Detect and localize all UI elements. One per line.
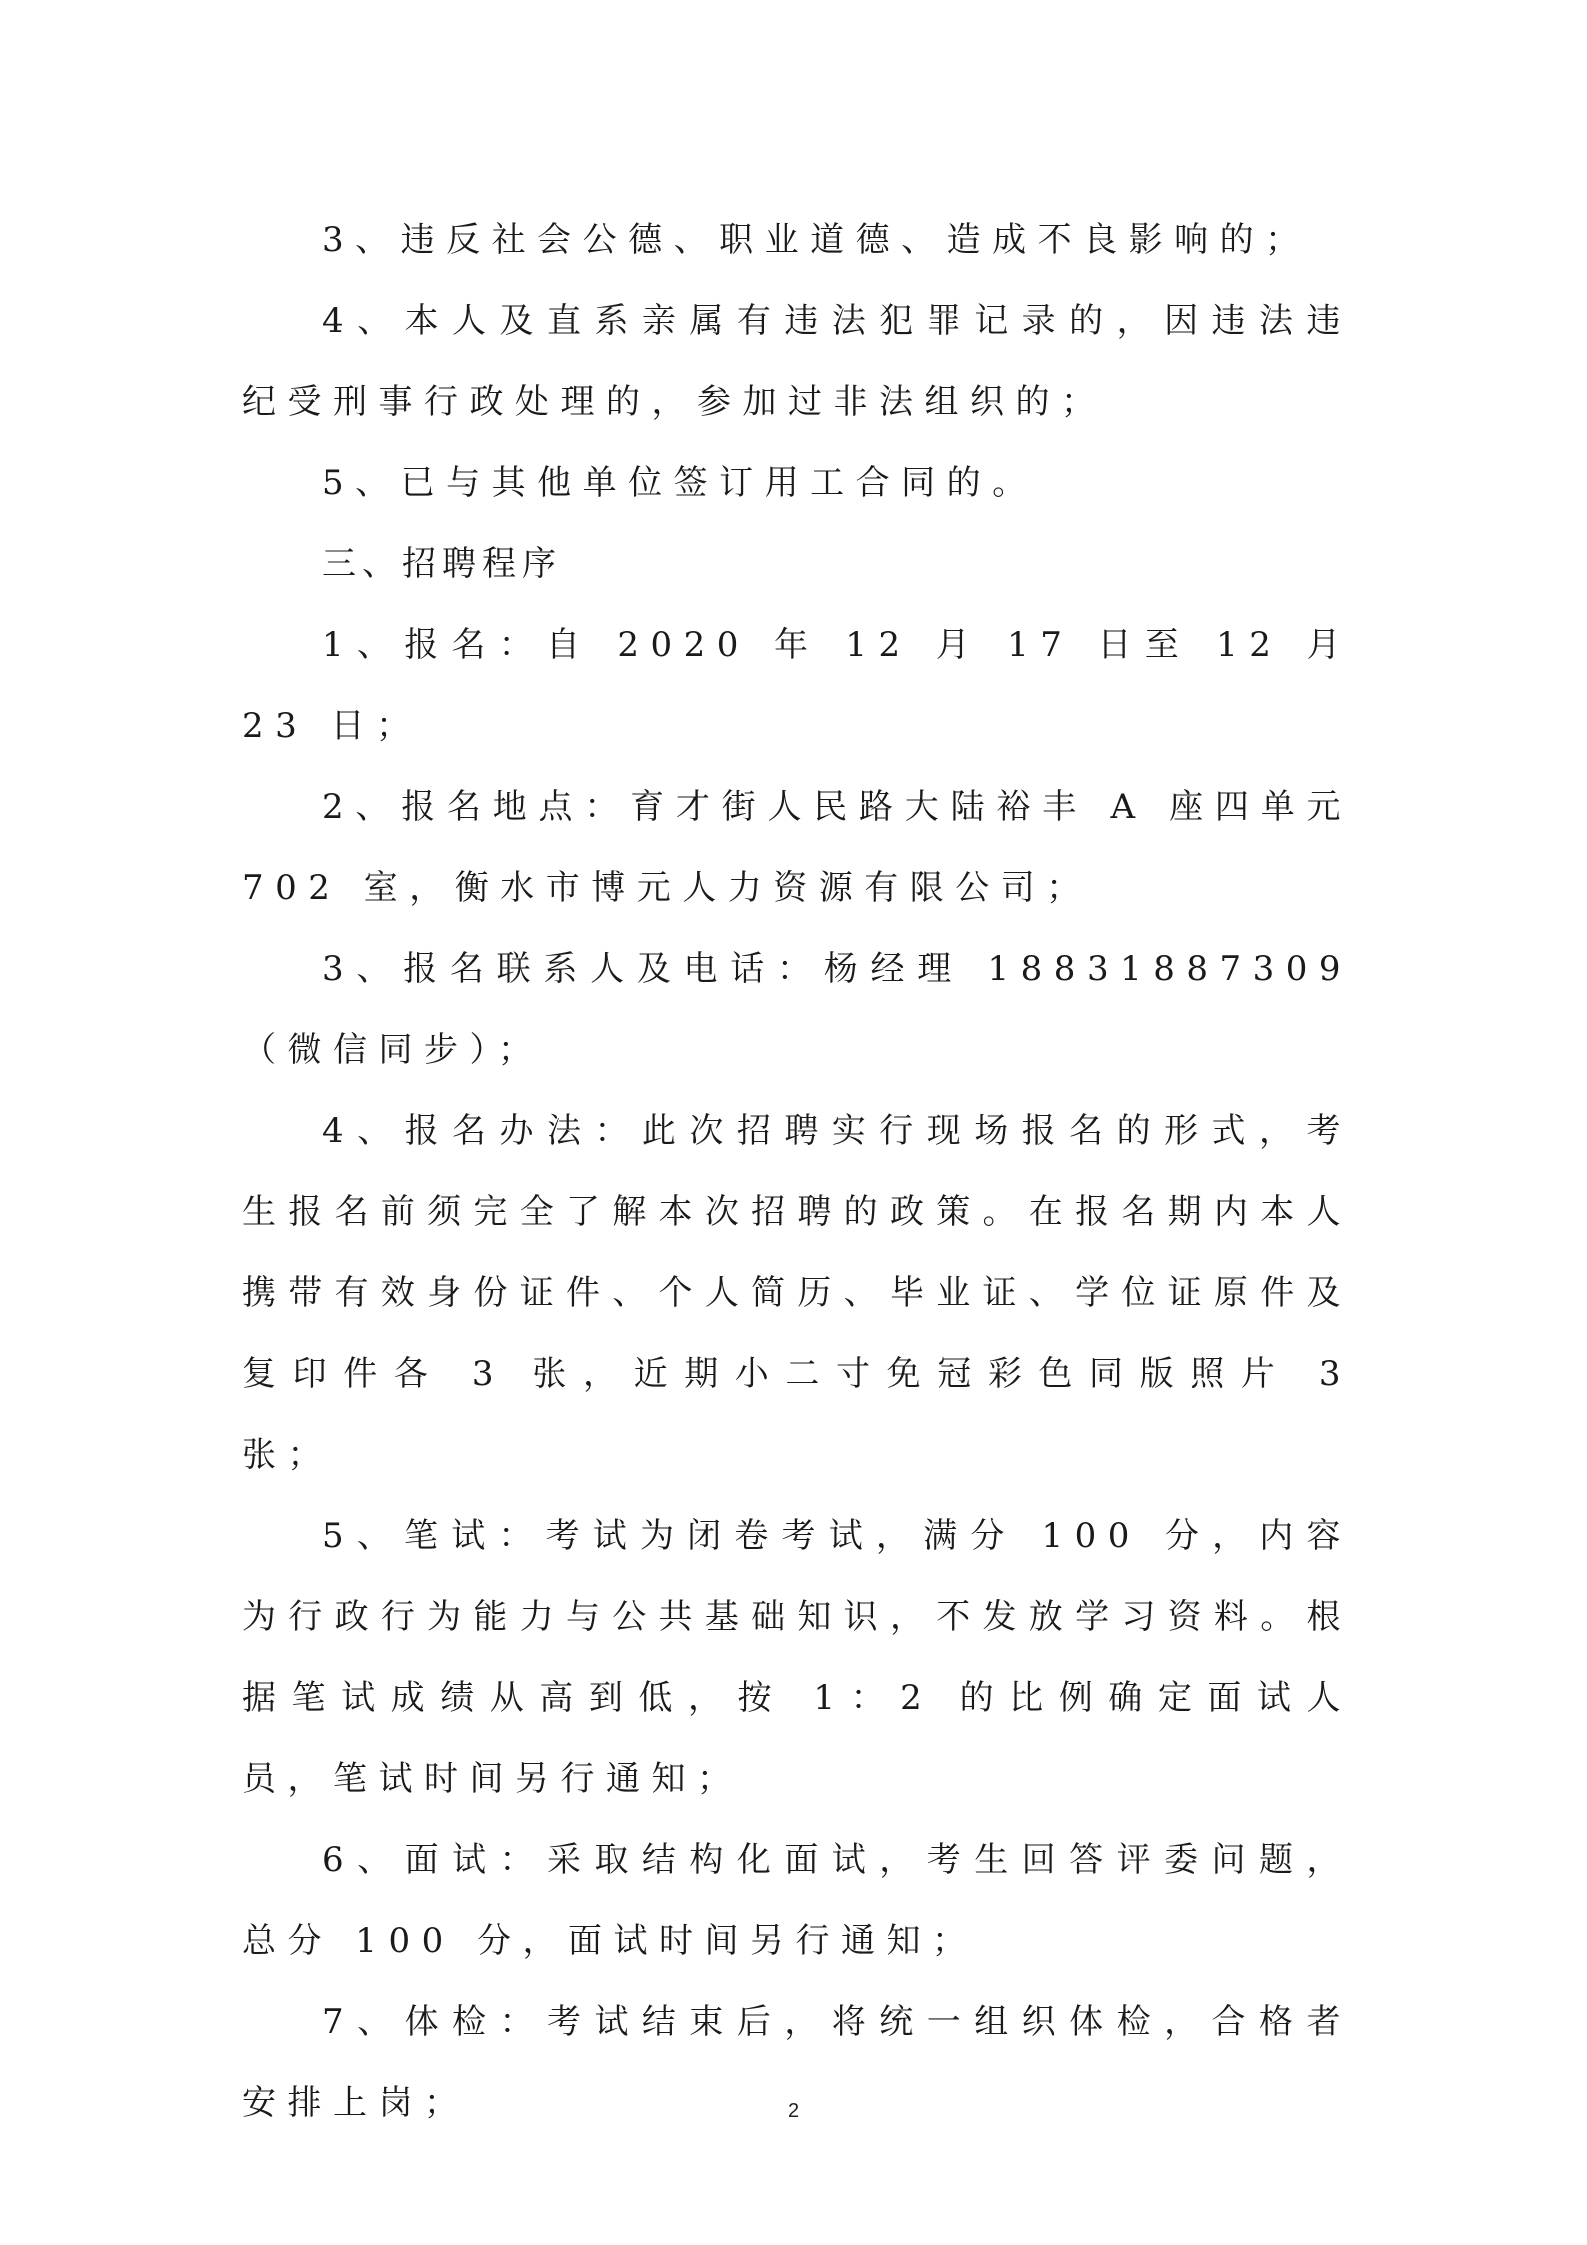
step-1-registration-dates: 1、报名：自 2020 年 12 月 17 日至 12 月 23 日； — [242, 625, 1352, 746]
step-7-medical-exam: 7、体检：考试结束后，将统一组织体检，合格者安排上岗； — [242, 2002, 1352, 2123]
clause-5-existing-contract: 5、已与其他单位签订用工合同的。 — [322, 463, 1038, 503]
clause-3-misconduct: 3、违反社会公德、职业道德、造成不良影响的； — [322, 220, 1311, 260]
page-number: 2 — [787, 2100, 800, 2122]
section-heading-recruitment-procedure: 三、招聘程序 — [322, 544, 562, 584]
step-4-registration-method: 4、报名办法：此次招聘实行现场报名的形式，考生报名前须完全了解本次招聘的政策。在报名期内本人携带有效身份证件、个人简历、毕业证、学位证原件及复印件各 3 张，近期小二寸免冠彩色同版照片 3 张； — [242, 1111, 1352, 1475]
step-5-written-exam: 5、笔试：考试为闭卷考试，满分 100 分，内容为行政行为能力与公共基础知识，不发放学习资料。根据笔试成绩从高到低，按 1：2 的比例确定面试人员，笔试时间另行通知； — [242, 1516, 1352, 1799]
clause-4-criminal-record: 4、本人及直系亲属有违法犯罪记录的，因违法违纪受刑事行政处理的，参加过非法组织的； — [242, 301, 1352, 422]
document-body — [242, 200, 1352, 2144]
step-6-interview: 6、面试：采取结构化面试，考生回答评委问题，总分 100 分，面试时间另行通知； — [242, 1840, 1352, 1961]
step-3-contact-phone: 3、报名联系人及电话：杨经理 18831887309（微信同步）； — [242, 949, 1352, 1070]
step-2-registration-location: 2、报名地点：育才街人民路大陆裕丰 A 座四单元 702 室，衡水市博元人力资源有限公司； — [242, 787, 1352, 908]
